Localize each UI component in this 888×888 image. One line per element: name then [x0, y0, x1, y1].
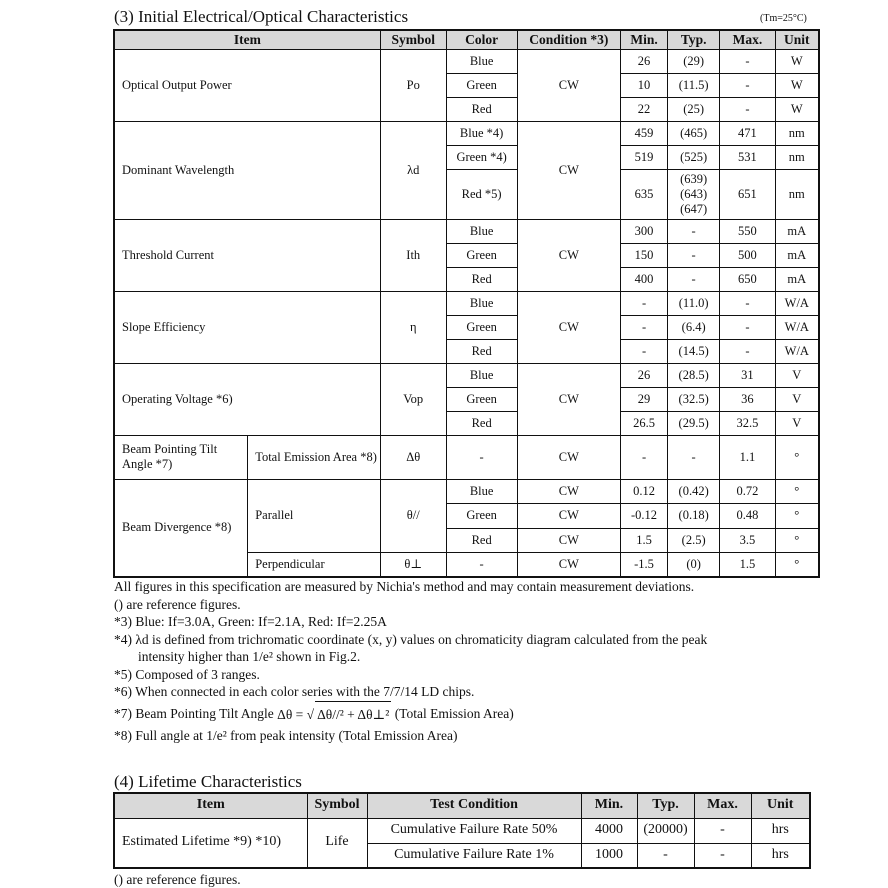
- unit-cell: °: [775, 528, 819, 553]
- symbol-cell: Po: [380, 49, 446, 121]
- note: *4) λd is defined from trichromatic coordinate (x, y) values on chromaticity diagram calculated from the peak: [114, 631, 708, 647]
- color-cell: Red: [446, 267, 517, 291]
- header-symbol: Symbol: [380, 30, 446, 49]
- max-cell: -: [720, 291, 775, 315]
- typ-cell: (25): [668, 97, 720, 121]
- unit-cell: V: [775, 387, 819, 411]
- max-cell: -: [694, 818, 751, 843]
- typ-cell: (0): [668, 553, 720, 577]
- condition-cell: CW: [517, 553, 620, 577]
- header-min: Min.: [581, 793, 637, 818]
- symbol-cell: λd: [380, 121, 446, 219]
- typ-cell: (14.5): [668, 339, 720, 363]
- temperature-condition: (Tm=25°C): [760, 13, 807, 24]
- unit-cell: W: [775, 49, 819, 73]
- table-header-row: [114, 793, 810, 818]
- color-cell: Blue *4): [446, 121, 517, 145]
- condition-cell: CW: [517, 504, 620, 529]
- unit-cell: W: [775, 73, 819, 97]
- unit-cell: °: [775, 504, 819, 529]
- min-cell: 4000: [581, 818, 637, 843]
- condition-cell: CW: [517, 528, 620, 553]
- unit-cell: V: [775, 411, 819, 435]
- note: *3) Blue: If=3.0A, Green: If=2.1A, Red: If=2.25A: [114, 614, 387, 629]
- min-cell: 459: [621, 121, 668, 145]
- min-cell: 29: [621, 387, 668, 411]
- max-cell: 1.5: [720, 553, 775, 577]
- min-cell: 1000: [581, 843, 637, 868]
- color-cell: Blue: [446, 479, 517, 504]
- condition-cell: CW: [517, 121, 620, 219]
- color-cell: Green: [446, 73, 517, 97]
- min-cell: 26: [621, 49, 668, 73]
- item-cell: Slope Efficiency: [114, 291, 380, 363]
- header-unit: Unit: [751, 793, 810, 818]
- typ-range: (639): [680, 171, 708, 186]
- unit-cell: mA: [775, 243, 819, 267]
- max-cell: -: [720, 339, 775, 363]
- max-cell: -: [720, 315, 775, 339]
- min-cell: 10: [621, 73, 668, 97]
- table-row: [114, 479, 819, 504]
- unit-cell: mA: [775, 267, 819, 291]
- typ-range: (647): [680, 201, 708, 216]
- min-cell: -: [621, 435, 668, 479]
- typ-cell: (29.5): [668, 411, 720, 435]
- header-typ: Typ.: [637, 793, 694, 818]
- header-max: Max.: [720, 30, 775, 49]
- unit-cell: W/A: [775, 339, 819, 363]
- note: intensity higher than 1/e² shown in Fig.2.: [138, 649, 361, 664]
- min-cell: 26.5: [621, 411, 668, 435]
- header-condition: Condition *3): [517, 30, 620, 49]
- color-cell: Red: [446, 528, 517, 553]
- max-cell: -: [720, 73, 775, 97]
- color-cell: Green: [446, 387, 517, 411]
- typ-cell: (0.42): [668, 479, 720, 504]
- min-cell: -: [621, 291, 668, 315]
- max-cell: 650: [720, 267, 775, 291]
- header-unit: Unit: [775, 30, 819, 49]
- unit-cell: W: [775, 97, 819, 121]
- note-formula-label: *7) Beam Pointing Tilt Angle: [114, 705, 274, 721]
- min-cell: 300: [621, 219, 668, 243]
- condition-cell: CW: [517, 435, 620, 479]
- min-cell: 519: [621, 145, 668, 169]
- condition-cell: CW: [517, 363, 620, 435]
- note: *8) Full angle at 1/e² from peak intensity (Total Emission Area): [114, 727, 458, 743]
- typ-cell: (465): [668, 121, 720, 145]
- color-cell: Blue: [446, 49, 517, 73]
- sub-item-cell: Parallel: [248, 479, 381, 553]
- max-cell: 471: [720, 121, 775, 145]
- color-cell: Red *5): [446, 169, 517, 219]
- lifetime-table: [113, 792, 811, 869]
- color-cell: Red: [446, 411, 517, 435]
- note: () are reference figures.: [114, 596, 241, 612]
- typ-cell: -: [668, 435, 720, 479]
- color-cell: Green *4): [446, 145, 517, 169]
- table-row: [114, 121, 819, 145]
- typ-cell: (20000): [637, 818, 694, 843]
- max-cell: 531: [720, 145, 775, 169]
- min-cell: -: [621, 315, 668, 339]
- unit-cell: V: [775, 363, 819, 387]
- header-item: Item: [114, 30, 380, 49]
- header-color: Color: [446, 30, 517, 49]
- color-cell: Red: [446, 339, 517, 363]
- typ-cell: -: [668, 243, 720, 267]
- table-header-row: [114, 30, 819, 49]
- tilt-formula: [277, 701, 391, 728]
- typ-range: (643): [680, 186, 708, 201]
- item-cell: Threshold Current: [114, 219, 380, 291]
- header-typ: Typ.: [668, 30, 720, 49]
- note: *5) Composed of 3 ranges.: [114, 666, 260, 682]
- min-cell: 635: [621, 169, 668, 219]
- symbol-cell: θ⊥: [380, 553, 446, 577]
- color-cell: Green: [446, 315, 517, 339]
- color-cell: Red: [446, 97, 517, 121]
- note: *6) When connected in each color series with the 7/7/14 LD chips.: [114, 684, 475, 699]
- typ-cell: -: [668, 267, 720, 291]
- unit-cell: W/A: [775, 291, 819, 315]
- min-cell: 1.5: [621, 528, 668, 553]
- color-cell: Blue: [446, 219, 517, 243]
- table-row: [114, 818, 810, 843]
- unit-cell: W/A: [775, 315, 819, 339]
- typ-cell: (2.5): [668, 528, 720, 553]
- unit-cell: °: [775, 553, 819, 577]
- typ-cell: (32.5): [668, 387, 720, 411]
- max-cell: 550: [720, 219, 775, 243]
- color-cell: Green: [446, 504, 517, 529]
- condition-cell: Cumulative Failure Rate 50%: [367, 818, 581, 843]
- condition-cell: CW: [517, 219, 620, 291]
- unit-cell: nm: [775, 169, 819, 219]
- max-cell: 651: [720, 169, 775, 219]
- header-test-condition: Test Condition: [367, 793, 581, 818]
- max-cell: 36: [720, 387, 775, 411]
- typ-cell: -: [668, 219, 720, 243]
- unit-cell: mA: [775, 219, 819, 243]
- condition-cell: CW: [517, 479, 620, 504]
- max-cell: 0.48: [720, 504, 775, 529]
- sub-item-cell: Perpendicular: [248, 553, 381, 577]
- section3-title: (3) Initial Electrical/Optical Characteristics: [114, 7, 409, 26]
- color-cell: -: [446, 435, 517, 479]
- table-row: [114, 291, 819, 315]
- color-cell: -: [446, 553, 517, 577]
- max-cell: 500: [720, 243, 775, 267]
- sqrt-icon: √: [306, 706, 315, 722]
- min-cell: 22: [621, 97, 668, 121]
- max-cell: 3.5: [720, 528, 775, 553]
- max-cell: 0.72: [720, 479, 775, 504]
- unit-cell: hrs: [751, 843, 810, 868]
- header-item: Item: [114, 793, 307, 818]
- max-cell: -: [720, 97, 775, 121]
- table-row: [114, 363, 819, 387]
- section4-title: (4) Lifetime Characteristics: [114, 772, 302, 791]
- header-max: Max.: [694, 793, 751, 818]
- electrical-optical-table: [113, 29, 820, 578]
- lifetime-footnote: () are reference figures.: [114, 872, 241, 887]
- sub-item-cell: Total Emission Area *8): [248, 435, 381, 479]
- typ-cell: (11.5): [668, 73, 720, 97]
- item-cell: Beam Divergence *8): [114, 479, 248, 577]
- condition-cell: CW: [517, 291, 620, 363]
- typ-cell: (6.4): [668, 315, 720, 339]
- typ-cell-multi: [668, 169, 720, 219]
- max-cell: -: [720, 49, 775, 73]
- formula-suffix: (Total Emission Area): [394, 705, 514, 721]
- unit-cell: °: [775, 479, 819, 504]
- typ-cell: -: [637, 843, 694, 868]
- symbol-cell: Δθ: [380, 435, 446, 479]
- note-formula: [114, 701, 854, 727]
- unit-cell: hrs: [751, 818, 810, 843]
- typ-cell: (28.5): [668, 363, 720, 387]
- typ-cell: (29): [668, 49, 720, 73]
- note: All figures in this specification are measured by Nichia's method and may contain measurement deviations.: [114, 579, 695, 594]
- condition-cell: Cumulative Failure Rate 1%: [367, 843, 581, 868]
- typ-cell: (0.18): [668, 504, 720, 529]
- header-symbol: Symbol: [307, 793, 367, 818]
- min-cell: 0.12: [621, 479, 668, 504]
- item-cell: Beam Pointing Tilt Angle *7): [114, 435, 248, 479]
- max-cell: -: [694, 843, 751, 868]
- item-cell: Operating Voltage *6): [114, 363, 380, 435]
- footnotes: [114, 578, 854, 744]
- formula-radicand: Δθ//² + Δθ⊥²: [315, 701, 391, 728]
- max-cell: 31: [720, 363, 775, 387]
- item-cell: Estimated Lifetime *9) *10): [114, 818, 307, 868]
- min-cell: -0.12: [621, 504, 668, 529]
- unit-cell: nm: [775, 145, 819, 169]
- min-cell: -: [621, 339, 668, 363]
- symbol-cell: Life: [307, 818, 367, 868]
- max-cell: 32.5: [720, 411, 775, 435]
- symbol-cell: η: [380, 291, 446, 363]
- color-cell: Blue: [446, 291, 517, 315]
- typ-cell: (525): [668, 145, 720, 169]
- min-cell: 150: [621, 243, 668, 267]
- color-cell: Green: [446, 243, 517, 267]
- unit-cell: nm: [775, 121, 819, 145]
- min-cell: 400: [621, 267, 668, 291]
- table-row: [114, 435, 819, 479]
- item-cell: Dominant Wavelength: [114, 121, 380, 219]
- condition-cell: CW: [517, 49, 620, 121]
- item-cell: Optical Output Power: [114, 49, 380, 121]
- min-cell: 26: [621, 363, 668, 387]
- min-cell: -1.5: [621, 553, 668, 577]
- table-row: [114, 49, 819, 73]
- max-cell: 1.1: [720, 435, 775, 479]
- table-row: [114, 219, 819, 243]
- formula-lhs: Δθ =: [277, 706, 304, 722]
- unit-cell: °: [775, 435, 819, 479]
- symbol-cell: θ//: [380, 479, 446, 553]
- color-cell: Blue: [446, 363, 517, 387]
- typ-cell: (11.0): [668, 291, 720, 315]
- symbol-cell: Ith: [380, 219, 446, 291]
- header-min: Min.: [621, 30, 668, 49]
- symbol-cell: Vop: [380, 363, 446, 435]
